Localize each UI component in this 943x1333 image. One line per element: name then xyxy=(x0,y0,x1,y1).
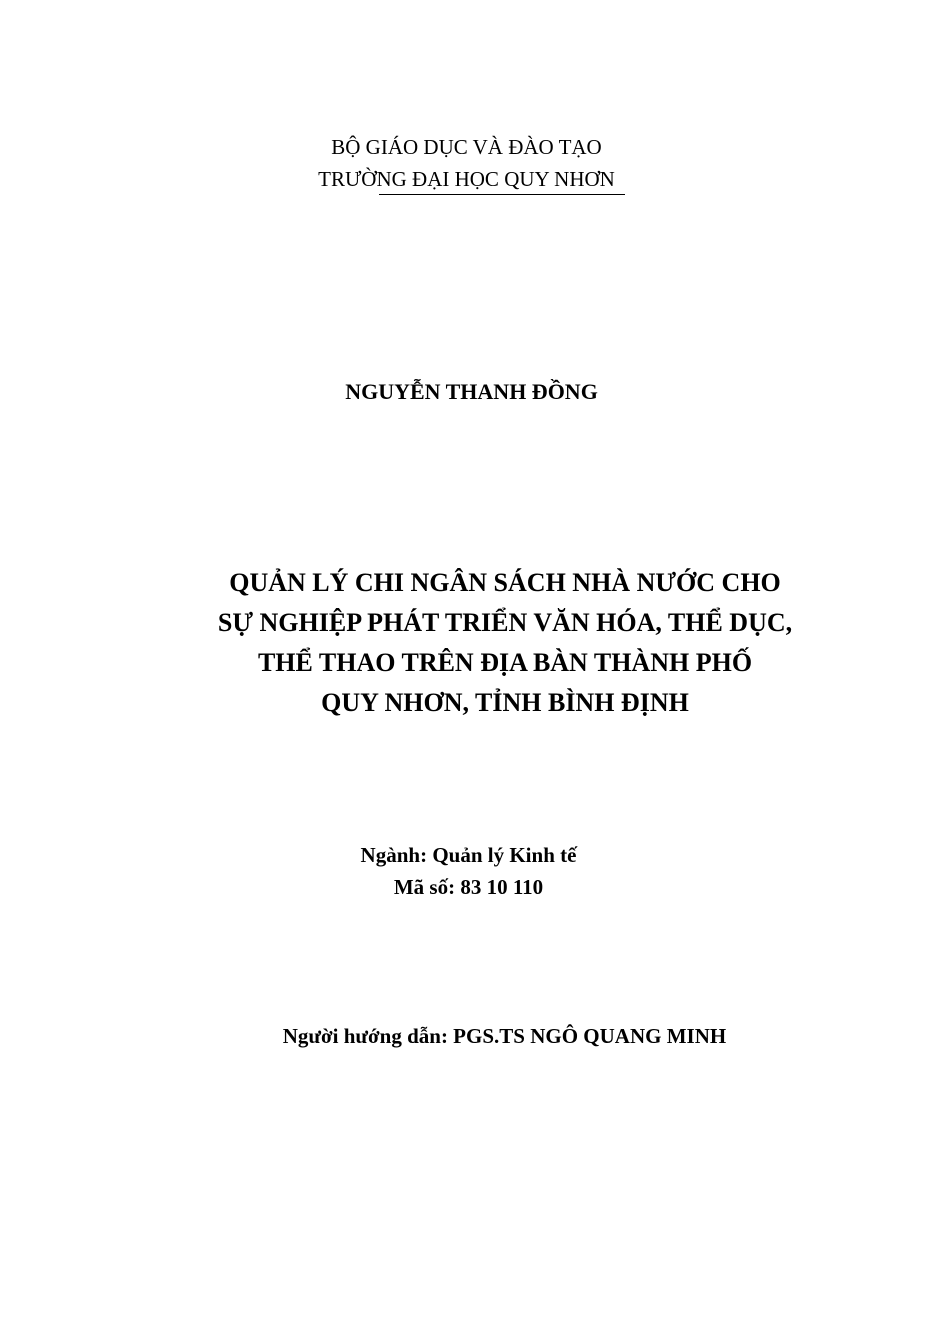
major-label: Ngành: Quản lý Kinh tế xyxy=(360,843,577,867)
thesis-title-line: QUY NHƠN, TỈNH BÌNH ĐỊNH xyxy=(321,688,689,717)
author-name: NGUYỄN THANH ĐỒNG xyxy=(345,379,598,404)
thesis-title-line: THỂ THAO TRÊN ĐỊA BÀN THÀNH PHỐ xyxy=(257,648,753,677)
thesis-title-line: QUẢN LÝ CHI NGÂN SÁCH NHÀ NƯỚC CHO xyxy=(229,568,781,597)
thesis-title xyxy=(0,563,943,723)
major-code: Mã số: 83 10 110 xyxy=(393,875,544,899)
ministry-name: BỘ GIÁO DỤC VÀ ĐÀO TẠO xyxy=(331,135,602,159)
university-name: TRƯỜNG ĐẠI HỌC QUY NHƠN xyxy=(318,167,615,191)
header-underline xyxy=(379,194,625,195)
supervisor-line: Người hướng dẫn: PGS.TS NGÔ QUANG MINH xyxy=(282,1024,727,1048)
thesis-title-line: SỰ NGHIỆP PHÁT TRIỂN VĂN HÓA, THỂ DỤC, xyxy=(217,608,793,637)
